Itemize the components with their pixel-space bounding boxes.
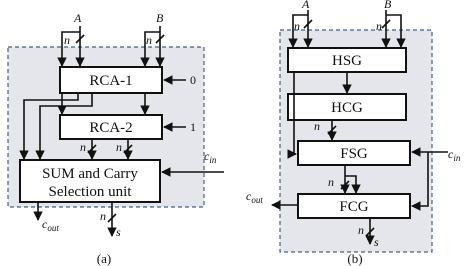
input-a-width-label: n <box>64 33 70 47</box>
input-b-label-b: B <box>384 0 392 11</box>
s-width-label-a: n <box>100 209 106 223</box>
input-b-width-label-b: n <box>376 19 382 33</box>
fsg-out-width-label: n <box>328 175 334 189</box>
cout-label-b: $c_{out}$ <box>246 189 263 205</box>
sum-carry-label-line1: SUM and Carry <box>42 166 138 182</box>
s-label-b: s <box>374 235 379 249</box>
fcg-label: FCG <box>339 199 369 215</box>
fsg-label: FSG <box>340 146 368 162</box>
input-b-width-label: n <box>146 33 152 47</box>
rca2-sum-width-label: n <box>80 140 86 154</box>
caption-b: (b) <box>347 251 363 266</box>
hcg-out-width-label: n <box>314 119 320 133</box>
sum-carry-label-line2: Selection unit <box>48 184 132 200</box>
rca1-label: RCA-1 <box>89 73 133 89</box>
rca2-label: RCA-2 <box>89 120 133 136</box>
cout-label-a: $c_{out}$ <box>42 217 59 233</box>
input-a-label-b: A <box>302 0 310 11</box>
input-a-label: A <box>74 11 82 25</box>
caption-a: (a) <box>96 251 112 266</box>
carry-const-1: 1 <box>190 120 196 134</box>
diagram-b <box>246 0 461 266</box>
s-label-a: s <box>116 225 121 239</box>
carry-const-0: 0 <box>190 73 196 87</box>
input-b-label: B <box>156 11 164 25</box>
input-a-width-label-b: n <box>294 19 300 33</box>
cin-label-a: $c_{in}$ <box>204 149 217 165</box>
cin-label-b: $c_{in}$ <box>448 147 461 163</box>
rca2-carry-width-label: n <box>116 140 122 154</box>
hcg-label: HCG <box>331 100 363 116</box>
s-width-label-b: n <box>358 223 364 237</box>
hsg-label: HSG <box>331 53 363 69</box>
diagram-a <box>8 11 224 266</box>
